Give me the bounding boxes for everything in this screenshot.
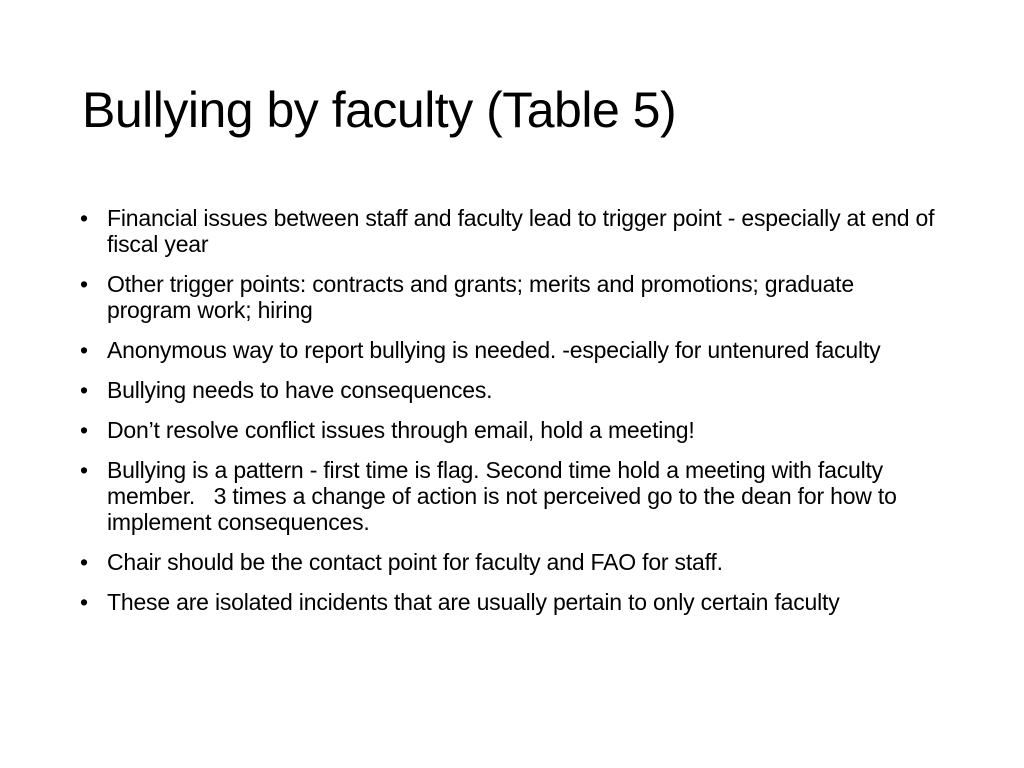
bullet-text: Other trigger points: contracts and grants; merits and promotions; graduate program work; hiring xyxy=(107,271,861,323)
bullet-point-icon: • xyxy=(80,377,88,403)
bullet-point-icon: • xyxy=(80,549,88,575)
bullet-text: Financial issues between staff and faculty lead to trigger point - especially at end of fiscal year xyxy=(107,205,941,257)
bullet-point-icon: • xyxy=(80,417,88,443)
bullet-text: Don’t resolve conflict issues through email, hold a meeting! xyxy=(107,417,695,443)
bullet-item xyxy=(78,377,938,403)
bullet-point-icon: • xyxy=(80,271,88,297)
bullet-text: Bullying needs to have consequences. xyxy=(107,377,493,403)
bullet-text: Anonymous way to report bullying is needed. -especially for untenured faculty xyxy=(107,337,881,363)
bullet-item xyxy=(78,205,941,257)
bullet-point-icon: • xyxy=(80,589,88,615)
bullet-text: These are isolated incidents that are usually pertain to only certain faculty xyxy=(107,589,840,615)
bullet-item xyxy=(78,337,938,363)
bullet-text: Bullying is a pattern - first time is flag. Second time hold a meeting with faculty member. 3 times a change of action is not perceived go to the dean for how to implement consequences. xyxy=(107,457,903,535)
bullet-text: Chair should be the contact point for faculty and FAO for staff. xyxy=(107,549,723,575)
bullet-point-icon: • xyxy=(80,337,88,363)
bullet-point-icon: • xyxy=(80,205,88,231)
slide-title: Bullying by faculty (Table 5) xyxy=(82,82,677,138)
bullet-point-icon: • xyxy=(80,457,88,483)
bullet-item xyxy=(78,549,938,575)
bullet-item xyxy=(78,589,938,615)
bullet-item xyxy=(78,457,938,535)
bullet-list xyxy=(78,205,941,629)
bullet-item xyxy=(78,417,938,443)
bullet-item xyxy=(78,271,938,323)
